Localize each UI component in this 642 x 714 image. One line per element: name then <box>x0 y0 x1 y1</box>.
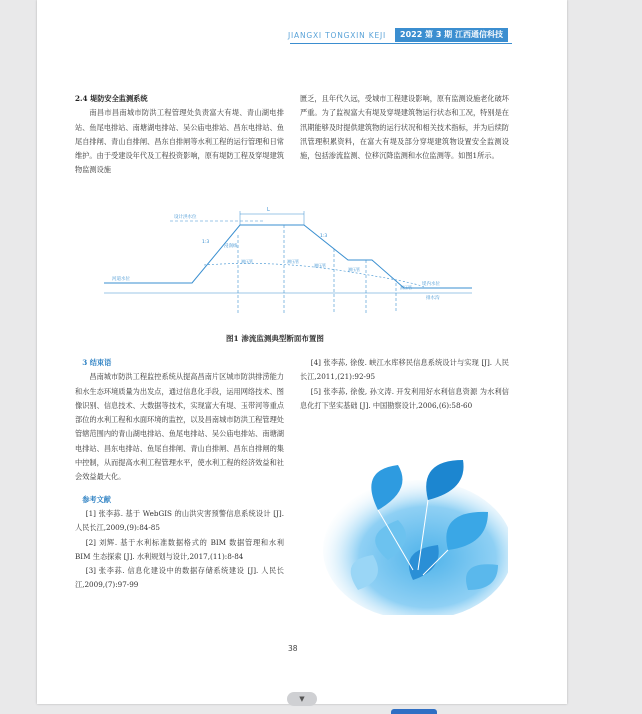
figure-caption: 图1 渗流监测典型断面布置图 <box>226 334 324 343</box>
label-slope-left: 1:3 <box>202 240 210 245</box>
section-title-conclusion: 3 结束语 <box>82 358 112 367</box>
label-pipe1: 测压管 <box>241 259 253 264</box>
paragraph: 南昌市昌南城市防洪工程管理处负责富大有堤、青山湖电排站、鱼尾电排站、南塘湖电排站、吴公庙电排站、昌东电排站、鱼尾自排闸、青山自排闸、昌东自排闸等水利工程的运行管理和日常维护。由于受建设年代及工程投资影响，原有堤防工程及穿堤建筑物监测设施 <box>75 108 284 175</box>
reference-item: [4] 张李荪, 徐俊. 峡江水库移民信息系统设计与实现 [J]. 人民长江,2011,(21):92-95 <box>300 358 509 382</box>
reference-item: [3] 张李荪. 信息化建设中的数据存储系统建设 [J]. 人民长江,2009,(7):97-99 <box>75 566 284 590</box>
reference-item: [5] 张李荪, 徐俊, 孙文涛. 开发利用好水利信息资源 为水利信息化打下坚实基础 [J]. 中国勘察设计,2006,(6):58-60 <box>300 386 509 410</box>
paragraph: 匮乏，且年代久远，受城市工程建设影响，原有监测设施老化破坏严重。为了监视富大有堤及穿堤建筑物运行状态和工况，特别是在汛期能够及时提供建筑物的运行状况和相关技术指标，并为后续防汛管理积累资料，在富大有堤及部分穿堤建筑物设置安全监测设施，包括渗流监测、位移沉降监测和水位监测等。如图1所示。 <box>300 94 509 161</box>
label-seepage-line: 浸润线 <box>224 244 238 249</box>
reference-item: [1] 张李荪. 基于 WebGIS 的山洪灾害预警信息系统设计 [J]. 人民长江,2009,(9):84-85 <box>75 508 284 533</box>
background-glow <box>323 480 508 615</box>
label-pipe3: 测压管 <box>314 263 326 268</box>
header-rule <box>290 43 512 44</box>
scroll-down-button[interactable]: ▼ <box>287 692 317 706</box>
label-pipe4: 测压管 <box>348 267 360 272</box>
label-design-flood-level: 设计洪水位 <box>174 215 197 220</box>
label-drain: 排水沟 <box>426 296 440 301</box>
bottom-tab-indicator[interactable] <box>391 709 437 714</box>
section-title-2-4: 2.4 堤防安全监测系统 <box>75 94 148 103</box>
ginkgo-illustration <box>318 440 508 615</box>
label-pipe2: 测压管 <box>287 259 299 264</box>
paragraph: 昌南城市防洪工程监控系统从提高昌南片区城市防洪排涝能力和水生态环境质量为出发点，通过信息化手段，运用网络技术、图像识别、信息技术、大数据等技术，实现富大有堤、玉带河等重点部位的水利工程和水面环境的监控，以及昌南城市防洪工程管理处管辖范围内的青山湖电排站、鱼尾电排站、吴公庙电排站、南塘湖电排站、昌东电排站、鱼尾自排闸、青山自排闸、昌东自排闸的集中控制，从而提高水利工程管理水平，使水利工程的经济效益和社会效益最大化。 <box>75 372 284 482</box>
label-river-level: 河道水位 <box>112 277 130 282</box>
left-bottom-column <box>75 356 284 593</box>
reference-item: [2] 刘辉. 基于水利标准数据格式的 BIM 数据管理和水利 BIM 生态探索 [J]. 水利规划与设计,2017,(11):8-84 <box>75 537 284 561</box>
right-top-column <box>300 92 509 163</box>
label-top-width: L <box>267 207 270 213</box>
issue-label: 2022 第 3 期 江西通信科技 <box>395 28 508 42</box>
journal-name-en: JIANGXI TONGXIN KEJI <box>288 31 387 40</box>
levee-profile <box>104 225 472 288</box>
references-title: 参考文献 <box>82 494 111 504</box>
seepage-section-diagram <box>104 205 472 320</box>
left-top-column <box>75 92 284 178</box>
label-inner-level: 堤内水位 <box>422 282 440 287</box>
page-number: 38 <box>288 644 298 653</box>
right-bottom-column <box>300 356 509 413</box>
label-pipe5: 测压管 <box>400 285 412 290</box>
label-slope-right: 1:3 <box>320 234 328 239</box>
